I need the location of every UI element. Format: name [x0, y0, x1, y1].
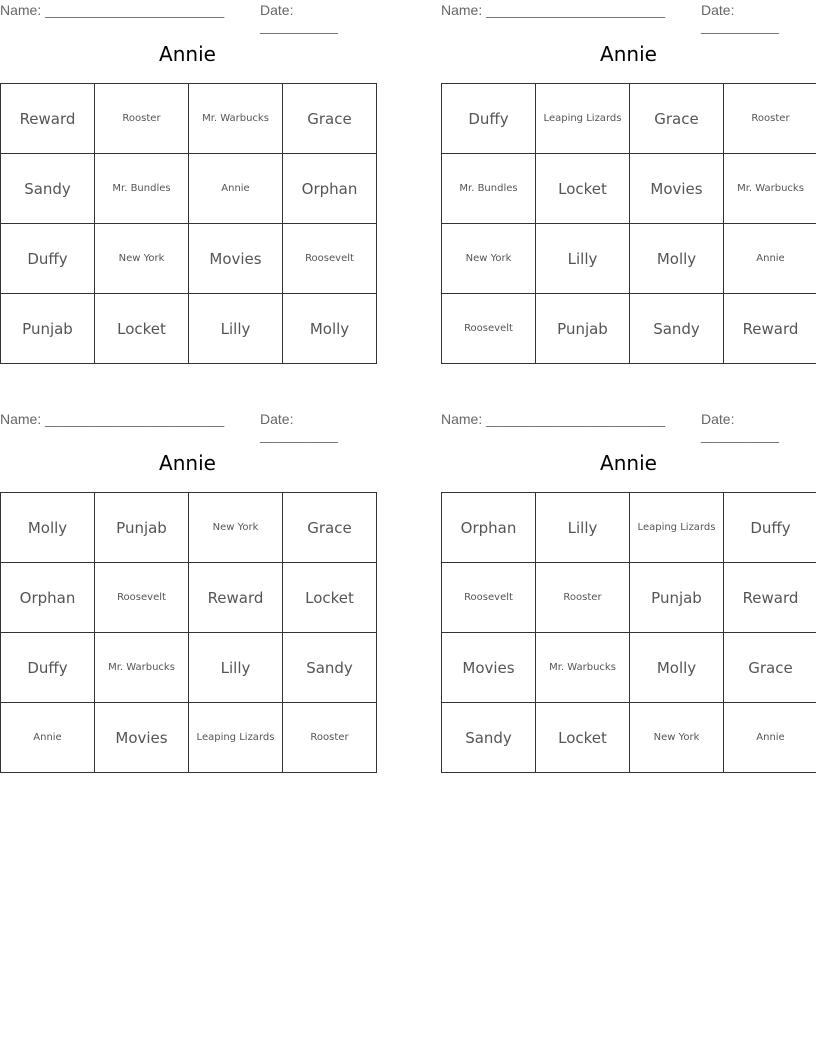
grid-cell: Molly	[283, 294, 377, 364]
grid-cell: Molly	[630, 633, 724, 703]
bingo-card-1	[0, 0, 375, 338]
date-field[interactable]: Date: __________	[260, 2, 338, 34]
grid-cell: Lilly	[536, 493, 630, 563]
grid-cell: Punjab	[1, 294, 95, 364]
grid-cell: Grace	[283, 84, 377, 154]
grid-cell: Reward	[189, 563, 283, 633]
grid-row	[442, 703, 816, 773]
grid-cell: Grace	[724, 633, 816, 703]
card-title: Annie	[600, 42, 657, 66]
grid-cell: Movies	[630, 154, 724, 224]
grid-cell: Mr. Warbucks	[724, 154, 816, 224]
grid-cell: Orphan	[442, 493, 536, 563]
grid-cell: Rooster	[536, 563, 630, 633]
grid-cell: Punjab	[536, 294, 630, 364]
grid-cell: Roosevelt	[283, 224, 377, 294]
bingo-card-4	[441, 409, 816, 747]
card-title: Annie	[159, 42, 216, 66]
grid-cell: Lilly	[189, 633, 283, 703]
grid-row	[442, 224, 816, 294]
name-field[interactable]: Name: _______________________	[441, 411, 666, 427]
card-title: Annie	[600, 451, 657, 475]
grid-cell: Lilly	[189, 294, 283, 364]
grid-cell: Molly	[1, 493, 95, 563]
grid-row	[1, 493, 377, 563]
grid-cell: Locket	[283, 563, 377, 633]
grid-cell: Mr. Bundles	[442, 154, 536, 224]
date-field[interactable]: Date: __________	[260, 411, 338, 443]
grid-cell: Reward	[724, 294, 816, 364]
grid-cell: Mr. Warbucks	[189, 84, 283, 154]
grid-row	[442, 493, 816, 563]
grid-row	[1, 84, 377, 154]
grid-cell: Sandy	[283, 633, 377, 703]
grid-cell: Roosevelt	[442, 563, 536, 633]
grid-cell: Movies	[95, 703, 189, 773]
grid-row	[1, 703, 377, 773]
card-title: Annie	[159, 451, 216, 475]
grid-cell: Duffy	[724, 493, 816, 563]
grid-cell: Roosevelt	[95, 563, 189, 633]
grid-cell: Roosevelt	[442, 294, 536, 364]
grid-row	[442, 154, 816, 224]
grid-cell: Grace	[630, 84, 724, 154]
grid-cell: Rooster	[283, 703, 377, 773]
grid-cell: Sandy	[1, 154, 95, 224]
grid-cell: Leaping Lizards	[536, 84, 630, 154]
grid-cell: Mr. Bundles	[95, 154, 189, 224]
grid-row	[442, 633, 816, 703]
name-field[interactable]: Name: _______________________	[0, 2, 225, 18]
grid-cell: Orphan	[283, 154, 377, 224]
grid-cell: Annie	[724, 224, 816, 294]
grid-cell: Annie	[724, 703, 816, 773]
grid-cell: Annie	[1, 703, 95, 773]
grid-cell: Locket	[95, 294, 189, 364]
grid-cell: Leaping Lizards	[189, 703, 283, 773]
grid-cell: Duffy	[442, 84, 536, 154]
grid-row	[1, 563, 377, 633]
grid-cell: Reward	[1, 84, 95, 154]
grid-cell: Sandy	[442, 703, 536, 773]
grid-cell: Punjab	[95, 493, 189, 563]
grid-row	[442, 84, 816, 154]
grid-cell: Molly	[630, 224, 724, 294]
bingo-grid	[441, 83, 816, 364]
grid-cell: Locket	[536, 703, 630, 773]
bingo-card-3	[0, 409, 375, 747]
grid-cell: Mr. Warbucks	[536, 633, 630, 703]
grid-row	[442, 563, 816, 633]
name-field[interactable]: Name: _______________________	[441, 2, 666, 18]
grid-cell: Mr. Warbucks	[95, 633, 189, 703]
card-header	[441, 0, 816, 34]
grid-cell: Movies	[442, 633, 536, 703]
date-field[interactable]: Date: __________	[701, 411, 779, 443]
grid-cell: Annie	[189, 154, 283, 224]
grid-row	[442, 294, 816, 364]
grid-row	[1, 633, 377, 703]
grid-cell: Rooster	[95, 84, 189, 154]
card-header	[0, 409, 375, 443]
bingo-grid	[441, 492, 816, 773]
bingo-grid	[0, 492, 377, 773]
grid-cell: New York	[442, 224, 536, 294]
grid-cell: Lilly	[536, 224, 630, 294]
grid-cell: Duffy	[1, 633, 95, 703]
grid-cell: Orphan	[1, 563, 95, 633]
grid-row	[1, 224, 377, 294]
name-field[interactable]: Name: _______________________	[0, 411, 225, 427]
card-header	[0, 0, 375, 34]
grid-cell: Movies	[189, 224, 283, 294]
card-header	[441, 409, 816, 443]
grid-cell: Duffy	[1, 224, 95, 294]
grid-cell: Punjab	[630, 563, 724, 633]
bingo-grid	[0, 83, 377, 364]
grid-cell: Rooster	[724, 84, 816, 154]
date-field[interactable]: Date: __________	[701, 2, 779, 34]
grid-cell: New York	[95, 224, 189, 294]
bingo-card-2	[441, 0, 816, 338]
grid-row	[1, 154, 377, 224]
grid-cell: Sandy	[630, 294, 724, 364]
grid-row	[1, 294, 377, 364]
grid-cell: Leaping Lizards	[630, 493, 724, 563]
grid-cell: Grace	[283, 493, 377, 563]
grid-cell: New York	[189, 493, 283, 563]
grid-cell: Reward	[724, 563, 816, 633]
grid-cell: Locket	[536, 154, 630, 224]
grid-cell: New York	[630, 703, 724, 773]
